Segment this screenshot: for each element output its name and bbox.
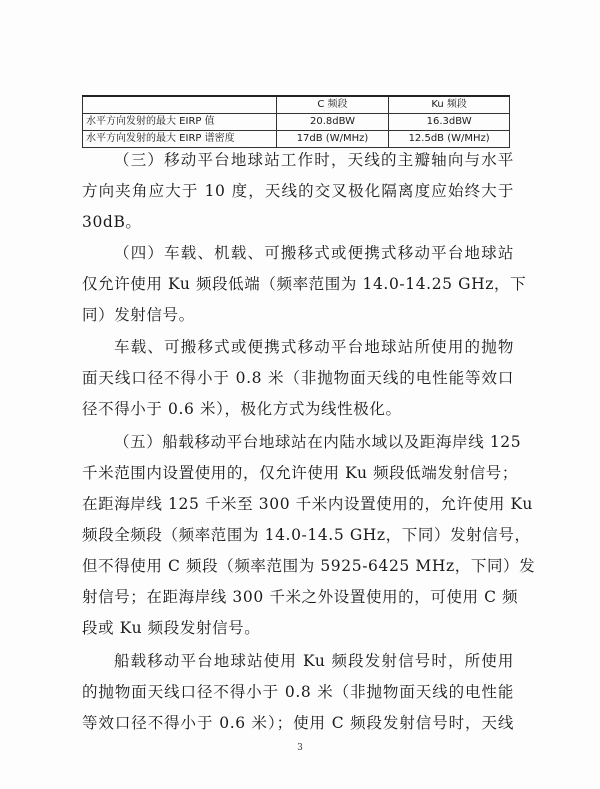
- text-line: 频段全频段（频率范围为 14.0-14.5 GHz，下同）发射信号，: [82, 526, 531, 544]
- text-line: 方向夹角应大于 10 度，天线的交叉极化隔离度应始终大于: [82, 182, 514, 200]
- text-line: （五）船载移动平台地球站在内陆水域以及距海岸线 125: [114, 433, 522, 451]
- text-line: 段或 Ku 频段发射信号。: [82, 619, 261, 637]
- text-line: 面天线口径不得小于 0.8 米（非抛物面天线的电性能等效口: [82, 369, 514, 387]
- table-header-cell-ku-band: Ku 频段: [389, 96, 510, 114]
- text-line: 仅允许使用 Ku 频段低端（频率范围为 14.0-14.25 GHz，下: [82, 275, 527, 293]
- table-cell: 20.8dBW: [276, 114, 389, 131]
- text-line: 同）发射信号。: [82, 306, 195, 324]
- eirp-spec-table: [82, 95, 510, 148]
- table-cell-label: 水平方向发射的最大 EIRP 谱密度: [83, 131, 277, 148]
- table-cell: 17dB (W/MHz): [276, 131, 389, 148]
- table-header-row: [83, 96, 510, 114]
- text-line: 射信号；在距海岸线 300 千米之外设置使用的，可使用 C 频: [82, 588, 519, 606]
- table-cell: 12.5dB (W/MHz): [389, 131, 510, 148]
- text-line: 径不得小于 0.6 米），极化方式为线性极化。: [82, 400, 402, 418]
- table-header-cell-c-band: C 频段: [276, 96, 389, 114]
- text-line: 30dB。: [82, 213, 142, 231]
- page-number: 3: [297, 743, 303, 753]
- text-line: 船载移动平台地球站使用 Ku 频段发射信号时，所使用: [114, 652, 514, 670]
- text-line: 但不得使用 C 频段（频率范围为 5925-6425 MHz，下同）发: [82, 557, 536, 575]
- table-cell-label: 水平方向发射的最大 EIRP 值: [83, 114, 277, 131]
- table-row: [83, 114, 510, 131]
- text-line: （四）车载、机载、可搬移式或便携式移动平台地球站: [114, 244, 514, 262]
- text-line: 千米范围内设置使用的，仅允许使用 Ku 频段低端发射信号；: [82, 464, 518, 482]
- text-line: 的抛物面天线口径不得小于 0.8 米（非抛物面天线的电性能: [82, 683, 514, 701]
- text-line: （三）移动平台地球站工作时，天线的主瓣轴向与水平: [114, 151, 514, 169]
- text-line: 等效口径不得小于 0.6 米）；使用 C 频段发射信号时，天线: [82, 714, 514, 732]
- text-line: 车载、可搬移式或便携式移动平台地球站所使用的抛物: [114, 338, 514, 356]
- table-header-cell: [83, 96, 277, 114]
- table-cell: 16.3dBW: [389, 114, 510, 131]
- text-line: 在距海岸线 125 千米至 300 千米内设置使用的，允许使用 Ku: [82, 495, 533, 513]
